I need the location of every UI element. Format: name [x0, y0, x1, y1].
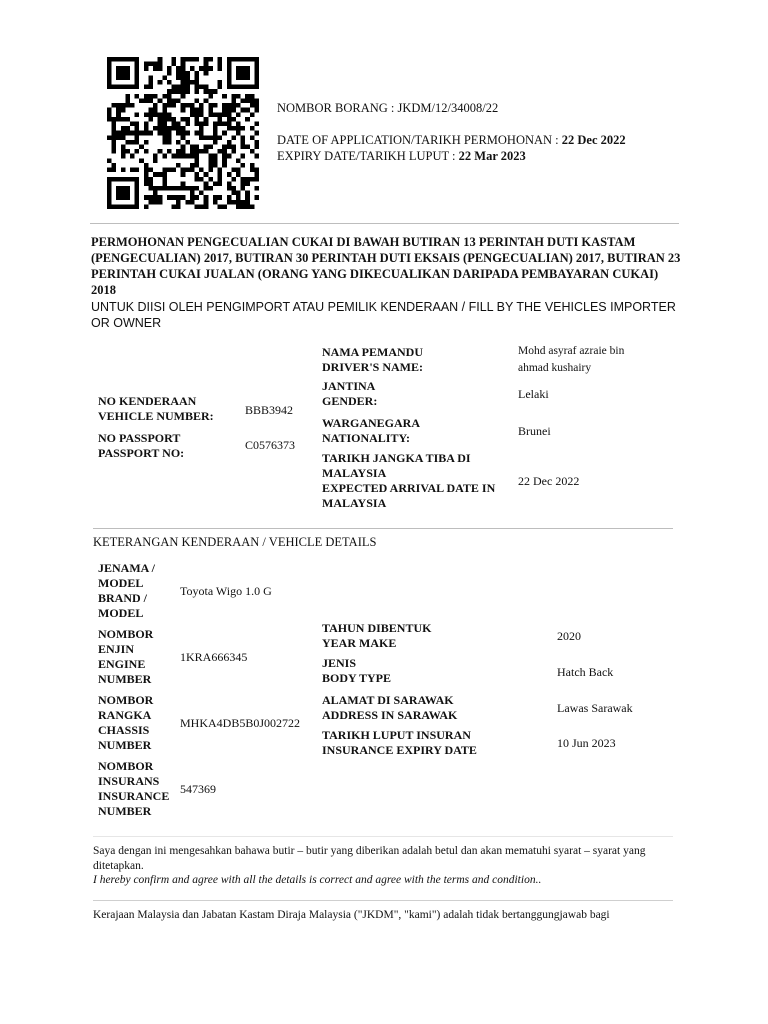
brand-value: Toyota Wigo 1.0 G: [180, 584, 272, 598]
expiry-date: 22 Mar 2023: [458, 149, 526, 163]
engine-label: NOMBOR ENJIN ENGINE NUMBER: [98, 627, 154, 686]
declaration-en: I hereby confirm and agree with all the details is correct and agree with the terms and condition..: [93, 874, 542, 886]
divider: [93, 528, 673, 529]
insurance-value: 547369: [180, 782, 216, 796]
vehicle-section-title: KETERANGAN KENDERAAN / VEHICLE DETAILS: [93, 535, 377, 549]
body-type-value: Hatch Back: [557, 665, 614, 679]
passport-label: NO PASSPORT PASSPORT NO:: [98, 431, 185, 460]
address-label: ALAMAT DI SARAWAK ADDRESS IN SARAWAK: [322, 693, 458, 722]
brand-label: JENAMA / MODEL BRAND / MODEL: [98, 561, 155, 620]
form-number: NOMBOR BORANG : JKDM/12/34008/22: [277, 101, 499, 115]
driver-name-value: Mohd asyraf azraie bin ahmad kushairy: [518, 345, 625, 374]
application-date-line: DATE OF APPLICATION/TARIKH PERMOHONAN : 22 Dec 2022: [277, 133, 626, 147]
application-date: 22 Dec 2022: [561, 133, 626, 147]
chassis-label: NOMBOR RANGKA CHASSIS NUMBER: [98, 693, 154, 752]
address-value: Lawas Sarawak: [557, 701, 633, 715]
disclaimer: Kerajaan Malaysia dan Jabatan Kastam Diraja Malaysia ("JKDM", "kami") adalah tidak bertanggungjawab bagi: [93, 909, 610, 921]
divider: [93, 900, 673, 901]
insurance-expiry-label: TARIKH LUPUT INSURAN INSURANCE EXPIRY DATE: [322, 728, 477, 757]
qr-code: [103, 57, 263, 209]
divider: [93, 836, 673, 837]
form-title: PERMOHONAN PENGECUALIAN CUKAI DI BAWAH BUTIRAN 13 PERINTAH DUTI KASTAM (PENGECUALIAN) 2017, BUTIRAN 30 PERINTAH DUTI EKSAIS (PENGECUALIAN) 2017, BUTIRAN 23 PERINTAH CUKAI JUALAN (ORANG YANG DIKECUALIKAN DARIPADA PEMBAYARAN CUKAI) 2018: [91, 235, 681, 297]
year-label: TAHUN DIBENTUK YEAR MAKE: [322, 621, 432, 650]
nationality-label: WARGANEGARA NATIONALITY:: [322, 416, 421, 445]
expiry-date-line: EXPIRY DATE/TARIKH LUPUT : 22 Mar 2023: [277, 149, 526, 163]
gender-label: JANTINA GENDER:: [322, 379, 378, 408]
body-type-label: JENIS BODY TYPE: [322, 656, 392, 685]
vehicle-number-value: BBB3942: [245, 403, 294, 417]
nationality-value: Brunei: [518, 424, 551, 438]
declaration-ms: Saya dengan ini mengesahkan bahawa butir – butir yang diberikan adalah betul dan akan mematuhi syarat – syarat yang ditetapkan.: [93, 845, 646, 872]
chassis-value: MHKA4DB5B0J002722: [180, 716, 301, 730]
arrival-date-label: TARIKH JANGKA TIBA DI MALAYSIA EXPECTED ARRIVAL DATE IN MALAYSIA: [322, 451, 496, 510]
form-subtitle: UNTUK DIISI OLEH PENGIMPORT ATAU PEMILIK KENDERAAN / FILL BY THE VEHICLES IMPORTER OR OWNER: [91, 300, 676, 330]
divider: [90, 223, 679, 224]
insurance-expiry-value: 10 Jun 2023: [557, 736, 616, 750]
year-value: 2020: [557, 629, 581, 643]
passport-value: C0576373: [245, 438, 296, 452]
arrival-date-value: 22 Dec 2022: [518, 474, 580, 488]
gender-value: Lelaki: [518, 387, 549, 401]
engine-value: 1KRA666345: [180, 650, 248, 664]
vehicle-number-label: NO KENDERAAN VEHICLE NUMBER:: [98, 394, 214, 423]
driver-name-label: NAMA PEMANDU DRIVER'S NAME:: [322, 345, 424, 374]
insurance-label: NOMBOR INSURANS INSURANCE NUMBER: [98, 759, 170, 818]
